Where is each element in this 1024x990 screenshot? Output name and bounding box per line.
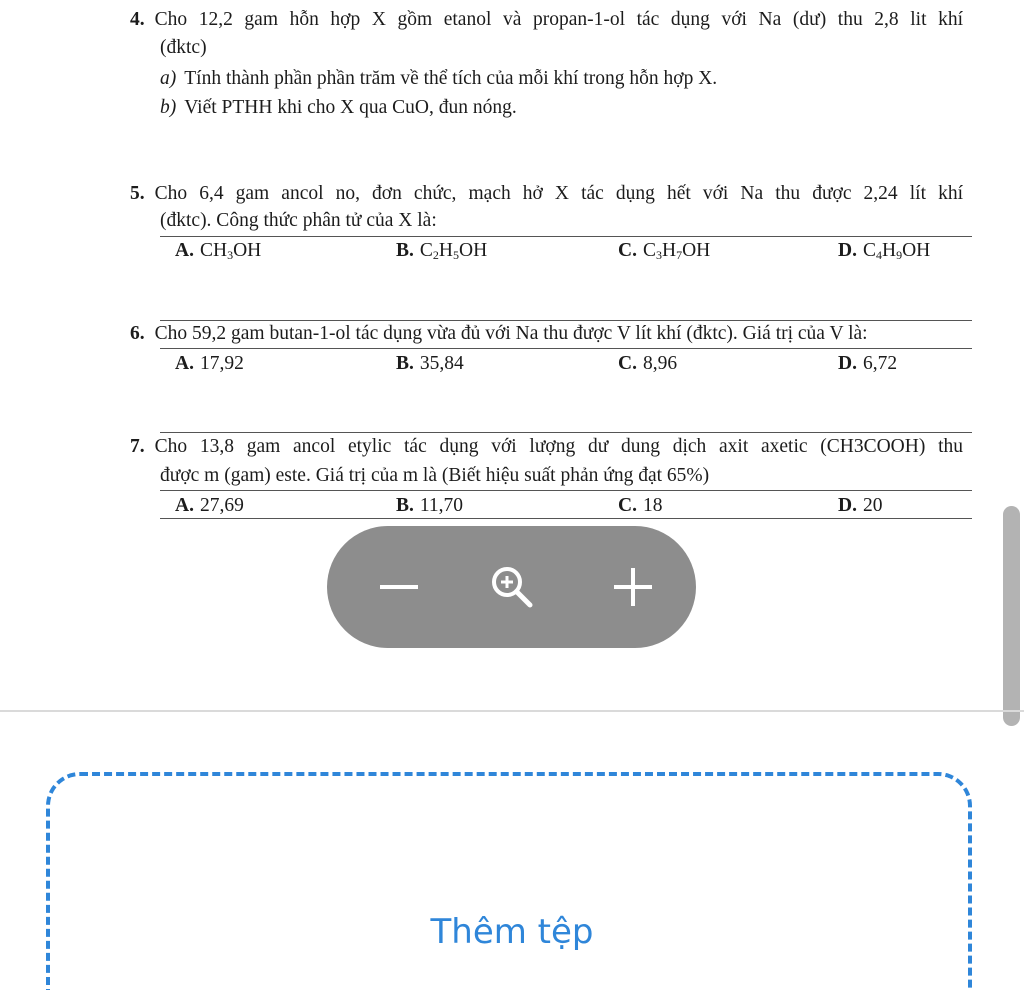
option-value: 17,92: [199, 353, 244, 374]
question-7-option-a: [175, 494, 244, 518]
option-value: 35,84: [419, 353, 464, 374]
zoom-controls: [327, 526, 696, 648]
part-a-text: Tính thành phần phần trăm về thể tích của mỗi khí trong hỗn hợp X.: [184, 68, 718, 89]
option-value: 11,70: [419, 495, 464, 516]
formula-subscript: 3: [655, 248, 662, 262]
add-file-label[interactable]: Thêm tệp: [430, 912, 594, 952]
option-value: 27,69: [199, 495, 244, 516]
question-4-part-b: [160, 96, 517, 120]
option-letter: D.: [838, 353, 857, 374]
formula-part: OH: [459, 240, 488, 261]
formula-part: OH: [233, 240, 262, 261]
formula-part: C: [642, 240, 656, 261]
option-letter: B.: [396, 353, 414, 374]
question-7-number: 7.: [130, 436, 145, 457]
question-5-number: 5.: [130, 183, 145, 204]
question-4-text: Cho 12,2 gam hỗn hợp X gồm etanol và propan-1-ol tác dụng với Na (dư) thu 2,8 lit khí: [154, 9, 963, 30]
option-letter: A.: [175, 240, 194, 261]
option-letter: C.: [618, 495, 637, 516]
question-7-line-1: [130, 435, 963, 459]
question-4-line-2: (đktc): [160, 37, 207, 58]
formula-part: H: [881, 240, 897, 261]
question-6-text: Cho 59,2 gam butan-1-ol tác dụng vừa đủ với Na thu được V lít khí (đktc). Giá trị của V là:: [154, 323, 868, 344]
question-4-part-a: [160, 67, 717, 91]
question-4-line-1: [130, 8, 963, 32]
scrollbar-thumb[interactable]: [1003, 506, 1020, 726]
option-value: 18: [642, 495, 663, 516]
option-letter: B.: [396, 240, 414, 261]
question-5-option-b: [396, 239, 487, 263]
option-value: 6,72: [862, 353, 898, 374]
option-letter: B.: [396, 495, 414, 516]
zoom-out-button[interactable]: [349, 526, 449, 648]
formula-subscript: 9: [896, 248, 903, 262]
question-7-line-2: được m (gam) este. Giá trị của m là (Biết hiệu suất phản ứng đạt 65%): [160, 465, 710, 486]
formula-part: C: [419, 240, 433, 261]
question-5-line-1: [130, 182, 963, 206]
question-6-option-b: [396, 352, 464, 376]
formula-part: H: [438, 240, 453, 261]
rule-line: [160, 236, 972, 237]
question-5-line-2: (đktc). Công thức phân tử của X là:: [160, 210, 437, 231]
option-letter: A.: [175, 353, 194, 374]
rule-line: [160, 348, 972, 349]
option-letter: C.: [618, 240, 637, 261]
question-6-number: 6.: [130, 323, 145, 344]
formula-part: OH: [682, 240, 711, 261]
rule-line: [160, 490, 972, 491]
formula-part: H: [661, 240, 677, 261]
formula-part: CH: [199, 240, 228, 261]
formula-part: OH: [902, 240, 931, 261]
plus-icon: [613, 567, 653, 607]
zoom-in-button[interactable]: [583, 526, 683, 648]
rule-line: [160, 320, 972, 321]
minus-icon: [379, 583, 419, 591]
question-5-text: Cho 6,4 gam ancol no, đơn chức, mạch hở X tác dụng hết với Na thu được 2,24 lít khí: [154, 183, 963, 204]
question-7-option-c: [618, 494, 662, 518]
question-5-option-d: [838, 239, 930, 263]
part-b-text: Viết PTHH khi cho X qua CuO, đun nóng.: [184, 97, 517, 118]
formula-subscript: 4: [875, 248, 882, 262]
option-letter: D.: [838, 240, 857, 261]
zoom-reset-button[interactable]: [462, 526, 562, 648]
formula-subscript: 7: [676, 248, 683, 262]
zoom-in-magnifier-icon: [488, 563, 536, 611]
question-7-text: Cho 13,8 gam ancol etylic tác dụng với lượng dư dung dịch axit axetic (CH3COOH) thu: [154, 436, 963, 457]
question-7-option-b: [396, 494, 463, 518]
question-6-option-a: [175, 352, 244, 376]
option-value: 8,96: [642, 353, 678, 374]
question-6-option-d: [838, 352, 897, 376]
question-5-option-a: [175, 239, 261, 263]
section-divider: [0, 710, 1024, 712]
option-letter: C.: [618, 353, 637, 374]
question-4-number: 4.: [130, 9, 145, 30]
part-b-label: b): [160, 97, 177, 118]
question-7-option-d: [838, 494, 882, 518]
question-6-line-1: [130, 322, 868, 346]
formula-subscript: 2: [432, 248, 439, 262]
part-a-label: a): [160, 68, 177, 89]
option-value: 20: [862, 495, 883, 516]
option-letter: A.: [175, 495, 194, 516]
formula-subscript: 3: [227, 248, 234, 262]
formula-part: C: [862, 240, 876, 261]
formula-subscript: 5: [453, 248, 459, 262]
rule-line: [160, 432, 972, 433]
question-6-option-c: [618, 352, 677, 376]
option-letter: D.: [838, 495, 857, 516]
question-5-option-c: [618, 239, 710, 263]
rule-line: [160, 518, 972, 519]
